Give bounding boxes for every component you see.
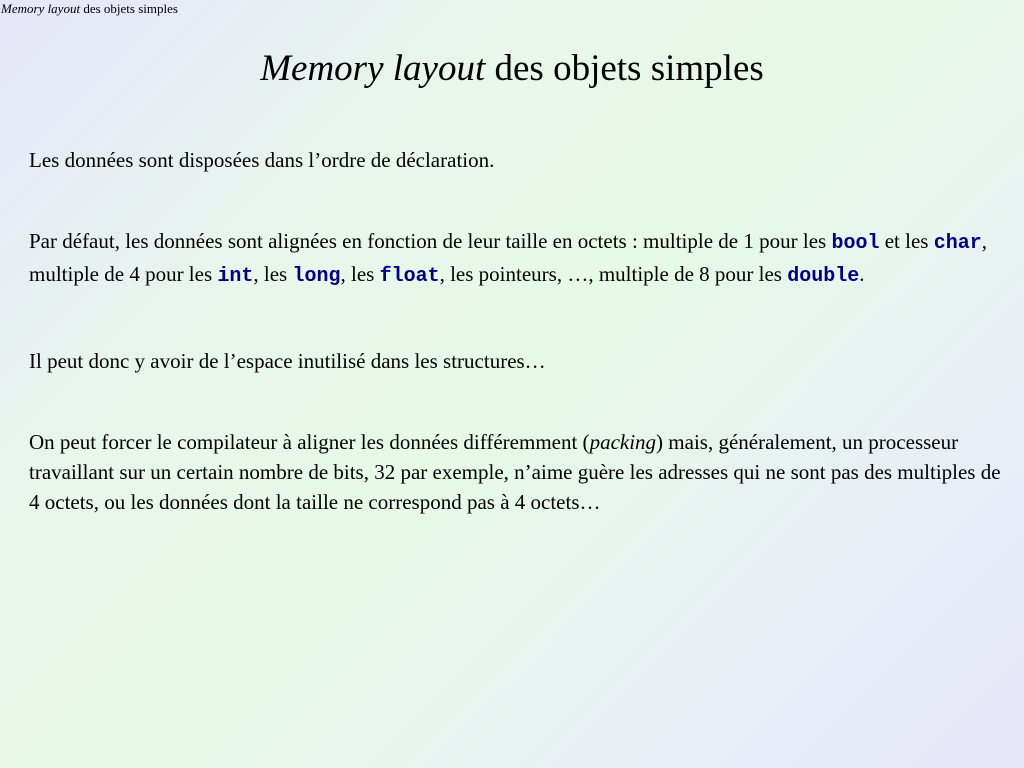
code-double: double	[787, 265, 860, 288]
code-int: int	[217, 265, 254, 288]
paragraph-packing	[29, 427, 1004, 517]
paragraph-alignment	[29, 226, 1004, 292]
code-float: float	[379, 265, 440, 288]
alignment-text-5: , les	[340, 262, 380, 286]
slide-title-italic: Memory layout	[260, 48, 486, 89]
paragraph-declaration-order: Les données sont disposées dans l’ordre de déclaration.	[29, 148, 495, 172]
code-char: char	[933, 232, 982, 255]
alignment-text-3: , multiple de 4 pour les	[29, 229, 987, 286]
paragraph-unused-space: Il peut donc y avoir de l’espace inutilisé dans les structures…	[29, 349, 546, 373]
code-long: long	[292, 265, 341, 288]
alignment-text-1: Par défaut, les données sont alignées en fonction de leur taille en octets : multiple de 1 pour les	[29, 229, 832, 253]
alignment-text-6: , les pointeurs, …, multiple de 8 pour les	[439, 262, 788, 286]
alignment-text-4: , les	[253, 262, 293, 286]
code-bool: bool	[831, 232, 880, 255]
packing-text-1: On peut forcer le compilateur à aligner les données différemment (	[29, 430, 590, 454]
header-title-rest: des objets simples	[80, 1, 178, 16]
packing-term: packing	[589, 430, 657, 454]
packing-text-2: ) mais, généralement, un processeur travaillant sur un certain nombre de bits, 32 par exemple, n’aime guère les adresses qui ne sont pas des multiples de 4 octets, ou les données dont la taille ne correspond pas à 4 octets…	[29, 430, 1001, 514]
alignment-text-7: .	[859, 262, 865, 286]
slide-title	[0, 46, 1024, 92]
header-note	[1, 1, 178, 17]
slide-title-rest: des objets simples	[485, 48, 764, 89]
alignment-text-2: et les	[879, 229, 934, 253]
header-title-italic: Memory layout	[1, 1, 81, 16]
